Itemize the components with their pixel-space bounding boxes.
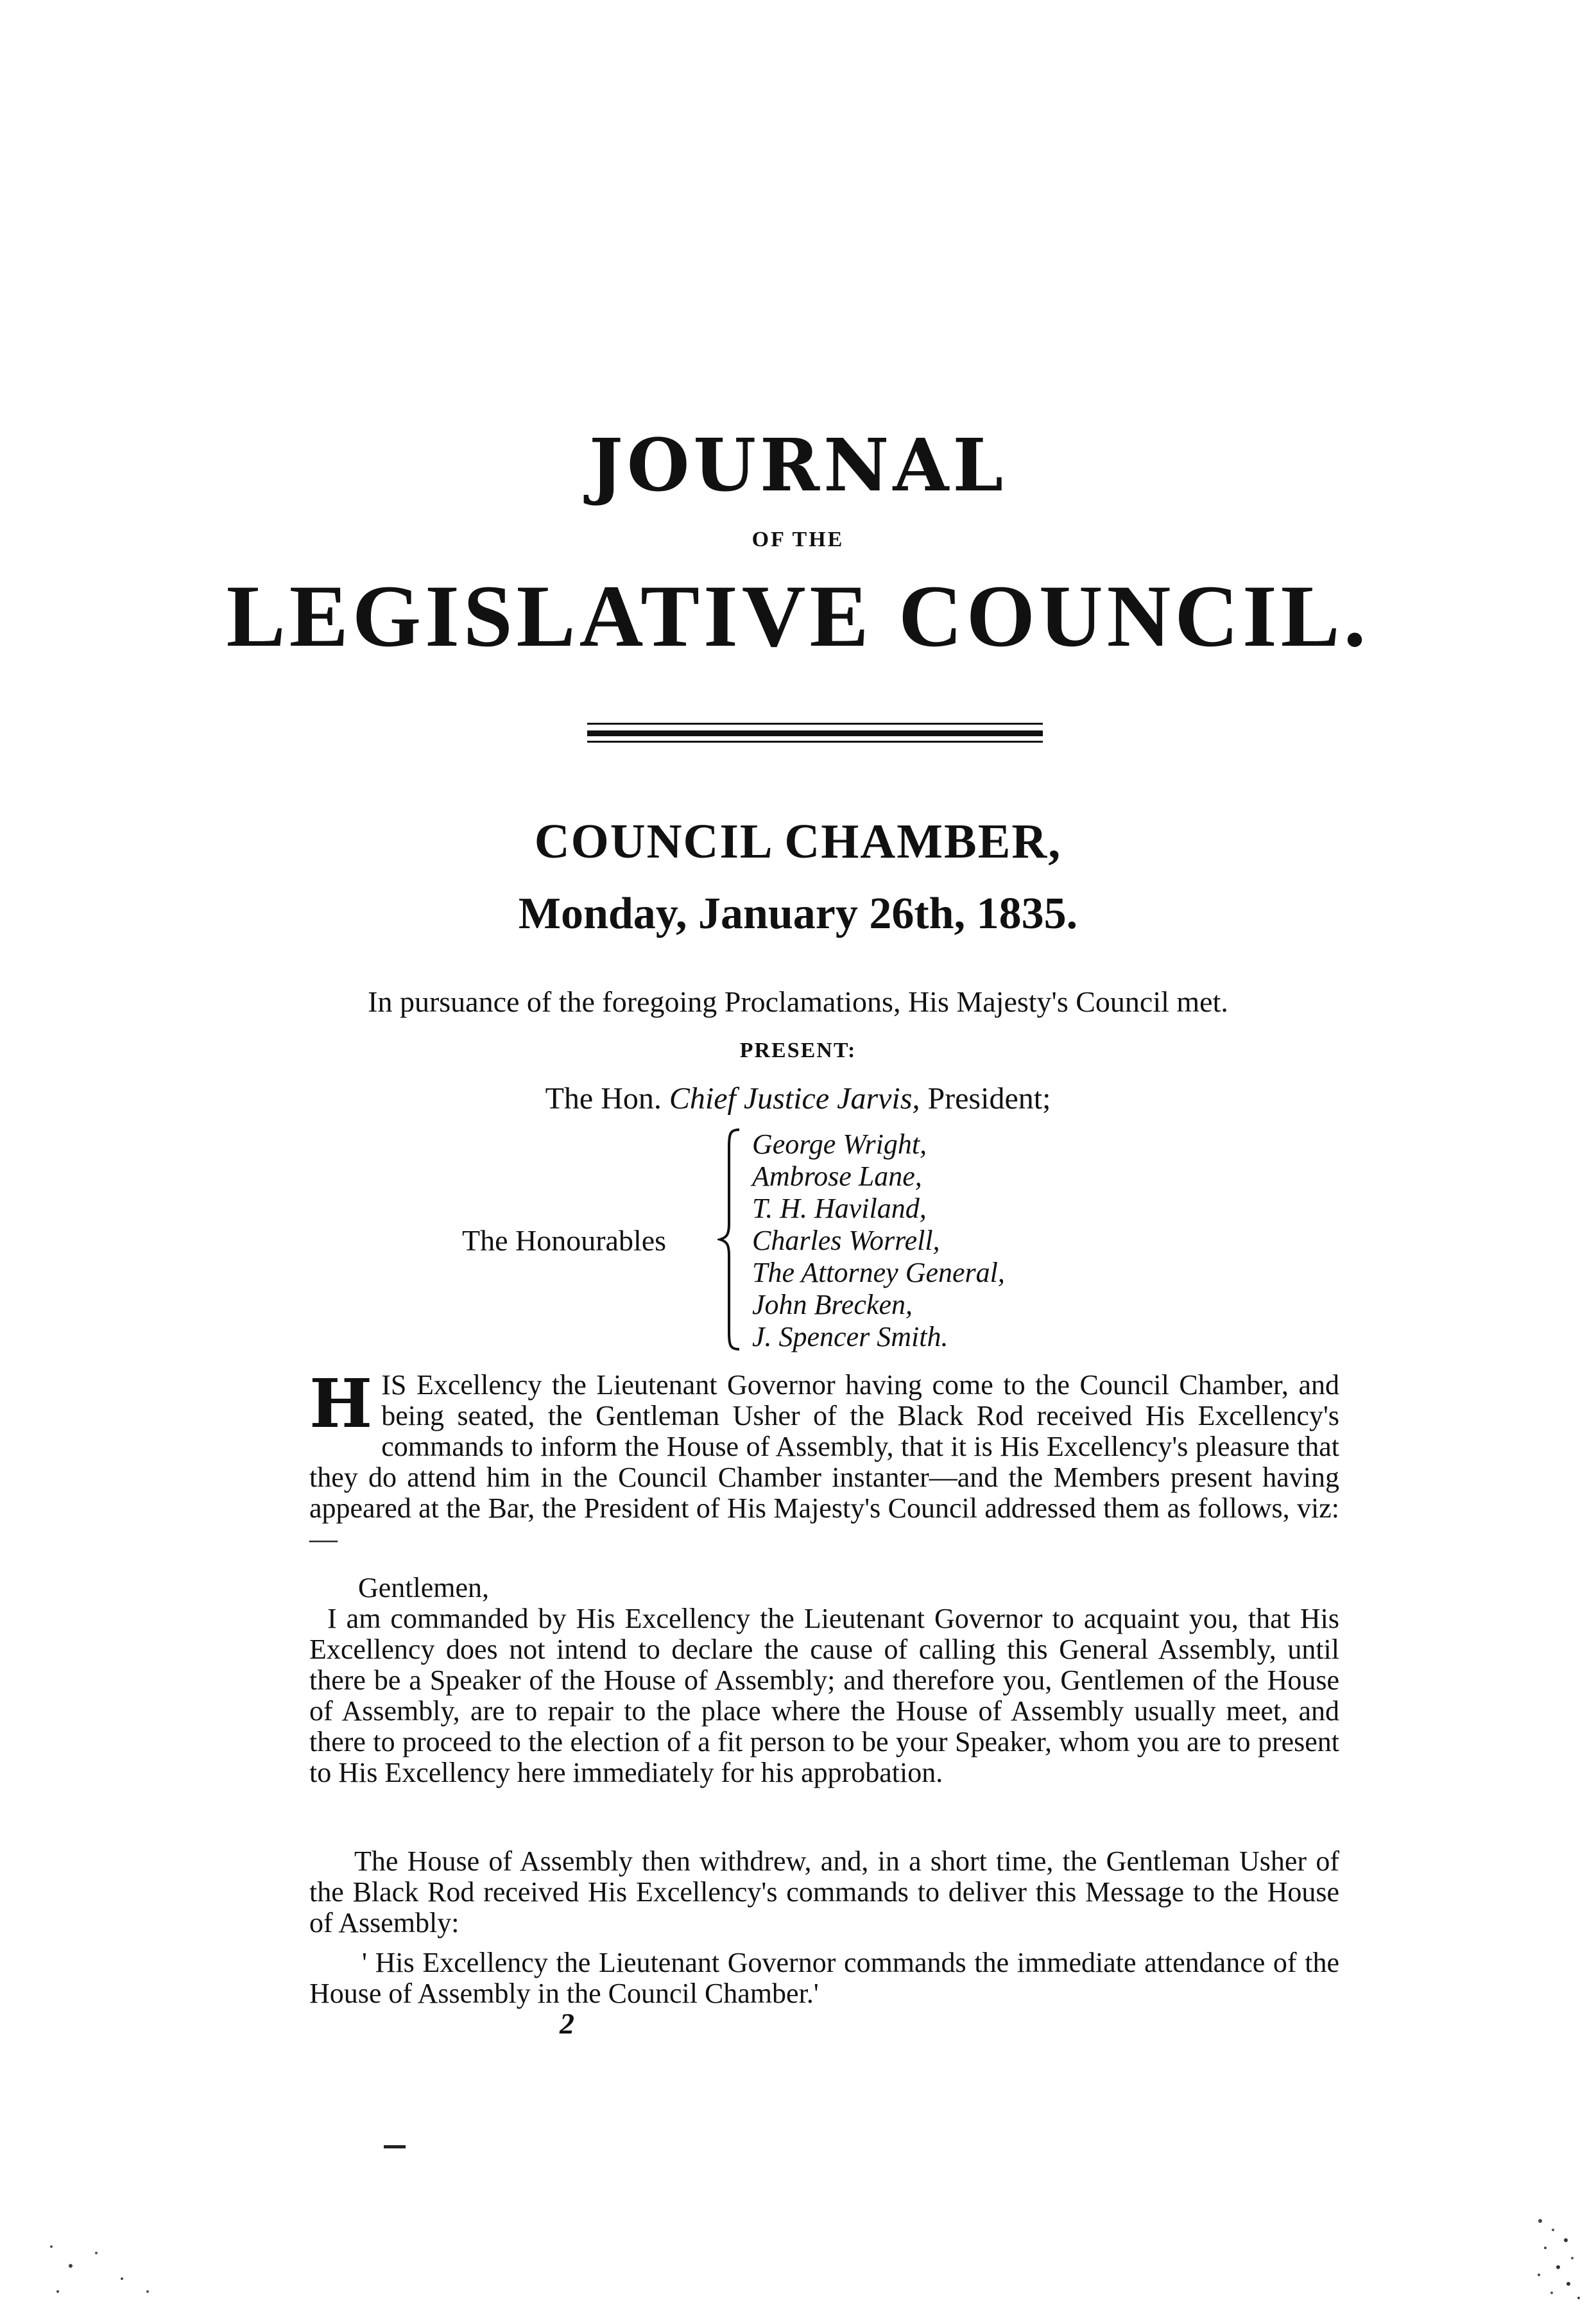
- withdrawal-paragraph: The House of Assembly then withdrew, and, in a short time, the Gentleman Usher of the Black Rod received His Excellency's commands to deliver this Message to the House of Assembly:: [309, 1845, 1339, 1938]
- opening-paragraph-text: IS Excellency the Lieutenant Governor having come to the Council Chamber, and being seated, the Gentleman Usher of the Black Rod received His Excellency's commands to inform the House of Assembly, that it is His Excellency's pleasure that they do attend him in the Council Chamber instanter—and the Members present having appeared at the Bar, the President of His Majesty's Council addressed them as follows, viz:—: [309, 1369, 1339, 1555]
- page-number: 2: [560, 2007, 574, 2040]
- list-item: T. H. Haviland,: [752, 1193, 927, 1224]
- council-title: LEGISLATIVE COUNCIL.: [226, 567, 1370, 665]
- president-role: President;: [927, 1082, 1051, 1116]
- title-connector: OF THE: [751, 528, 845, 551]
- president-prefix: The Hon.: [545, 1082, 662, 1116]
- intro-sentence: In pursuance of the foregoing Proclamations, His Majesty's Council met.: [368, 985, 1228, 1018]
- list-item: George Wright,: [752, 1128, 927, 1160]
- honourables-label: The Honourables: [462, 1224, 667, 1257]
- printer-mark: [384, 2145, 406, 2148]
- president-name: Chief Justice Jarvis,: [669, 1082, 920, 1116]
- scan-noise-icon: [1527, 2208, 1585, 2304]
- honourables-list: [752, 1128, 1005, 1353]
- opening-paragraph: [309, 1364, 1339, 1555]
- drop-cap: H: [309, 1364, 373, 1443]
- message-paragraph: ' His Excellency the Lieutenant Governor commands the immediate attendance of the House of Assembly in the Council Chamber.': [309, 1947, 1339, 2009]
- address-paragraph: I am commanded by His Excellency the Lieutenant Governor to acquaint you, that His Excellency does not intend to declare the cause of calling this General Assembly, until there be a Speaker of the House of Assembly; and therefore you, Gentlemen of the House of Assembly, are to repair to the place where the House of Assembly usually meet, and there to proceed to the election of a fit person to be your Speaker, whom you are to present to His Excellency here immediately for his approbation.: [309, 1603, 1339, 1788]
- title-rule-thin-top: [587, 723, 1043, 725]
- curly-brace-icon: [717, 1127, 743, 1352]
- list-item: J. Spencer Smith.: [752, 1321, 948, 1352]
- list-item: The Attorney General,: [752, 1257, 1005, 1288]
- present-label: PRESENT:: [739, 1039, 857, 1062]
- list-item: Ambrose Lane,: [752, 1161, 922, 1192]
- list-item: John Brecken,: [752, 1289, 913, 1320]
- session-date: Monday, January 26th, 1835.: [518, 889, 1078, 938]
- session-place: COUNCIL CHAMBER,: [534, 815, 1062, 868]
- president-line: [0, 1081, 1596, 1116]
- journal-title: JOURNAL: [588, 424, 1008, 508]
- title-rule-thin-bottom: [587, 741, 1043, 743]
- salutation: Gentlemen,: [358, 1572, 490, 1603]
- title-rule-thick: [587, 730, 1043, 736]
- scan-noise-icon: [39, 2227, 167, 2304]
- list-item: Charles Worrell,: [752, 1225, 940, 1256]
